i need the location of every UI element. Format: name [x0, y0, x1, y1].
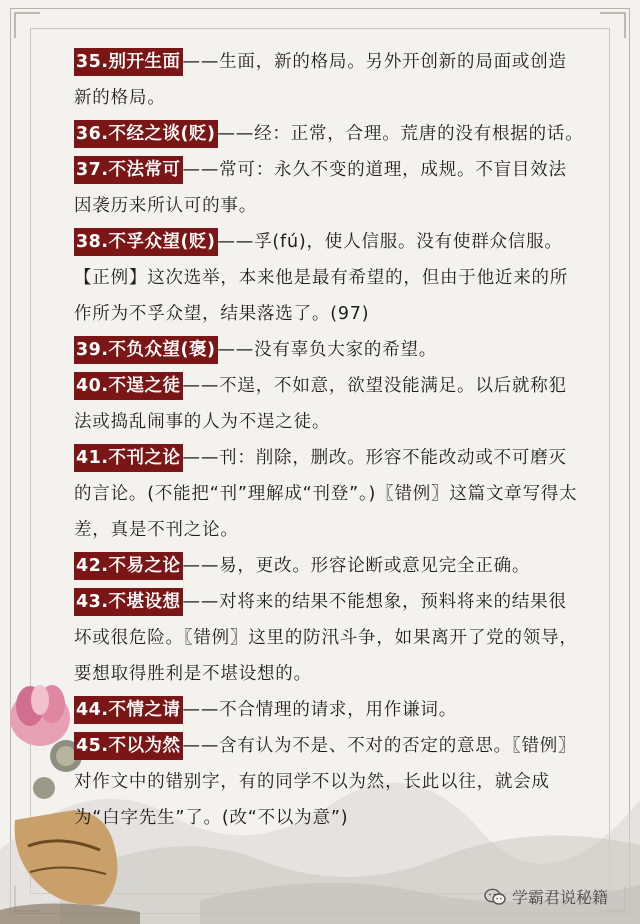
idiom-term: 36.不经之谈(贬) [74, 120, 218, 148]
idiom-entry [74, 440, 584, 548]
idiom-definition: ——常可：永久不变的道理，成规。不盲目效法因袭历来所认可的事。 [74, 160, 567, 216]
idiom-definition: ——不合情理的请求，用作谦词。 [182, 700, 458, 720]
idiom-entry [74, 44, 584, 116]
idiom-term: 38.不孚众望(贬) [74, 228, 218, 256]
wechat-watermark [484, 885, 608, 908]
idiom-definition: ——含有认为不是、不对的否定的意思。〖错例〗对作文中的错别字，有的同学不以为然，长此以往，就会成为“白字先生”了。(改“不以为意”) [74, 736, 577, 828]
idiom-definition: ——没有辜负大家的希望。 [217, 340, 438, 360]
frame-corner-ornament [600, 12, 626, 38]
idiom-term: 39.不负众望(褒) [74, 336, 218, 364]
idiom-definition: ——经：正常，合理。荒唐的没有根据的话。 [217, 124, 584, 144]
frame-corner-ornament [14, 12, 40, 38]
idiom-term: 40.不逞之徒 [74, 372, 183, 400]
idiom-term: 44.不情之请 [74, 696, 183, 724]
idiom-entry [74, 152, 584, 224]
idiom-definition: ——易，更改。形容论断或意见完全正确。 [182, 556, 531, 576]
wechat-icon [484, 888, 506, 906]
idiom-term: 41.不刊之论 [74, 444, 183, 472]
idiom-entry [74, 332, 584, 368]
idiom-definition: ——生面，新的格局。另外开创新的局面或创造新的格局。 [74, 52, 567, 108]
idiom-term: 37.不法常可 [74, 156, 183, 184]
idiom-term: 35.别开生面 [74, 48, 183, 76]
idiom-definition: ——孚(fú)，使人信服。没有使群众信服。【正例】这次选举，本来他是最有希望的，但由于他近来的所作所为不孚众望，结果落选了。(97) [74, 232, 569, 324]
idiom-entry [74, 224, 584, 332]
idiom-term: 45.不以为然 [74, 732, 183, 760]
idiom-entry [74, 728, 584, 836]
idiom-entry [74, 692, 584, 728]
idiom-entry [74, 548, 584, 584]
watermark-text: 学霸君说秘籍 [512, 888, 609, 907]
idiom-entry [74, 368, 584, 440]
idiom-definition: ——刊：削除，删改。形容不能改动或不可磨灭的言论。(不能把“刊”理解成“刊登”。)〖错例〗这篇文章写得太差，真是不刊之论。 [74, 448, 578, 540]
idiom-entry [74, 116, 584, 152]
idiom-entry [74, 584, 584, 692]
idiom-term: 42.不易之论 [74, 552, 183, 580]
idiom-definition: ——不逞，不如意，欲望没能满足。以后就称犯法或捣乱闹事的人为不逞之徒。 [74, 376, 567, 432]
idiom-term: 43.不堪设想 [74, 588, 183, 616]
idiom-list [74, 44, 584, 836]
idiom-definition: ——对将来的结果不能想象，预料将来的结果很坏或很危险。〖错例〗这里的防汛斗争，如果离开了党的领导，要想取得胜利是不堪设想的。 [74, 592, 578, 684]
